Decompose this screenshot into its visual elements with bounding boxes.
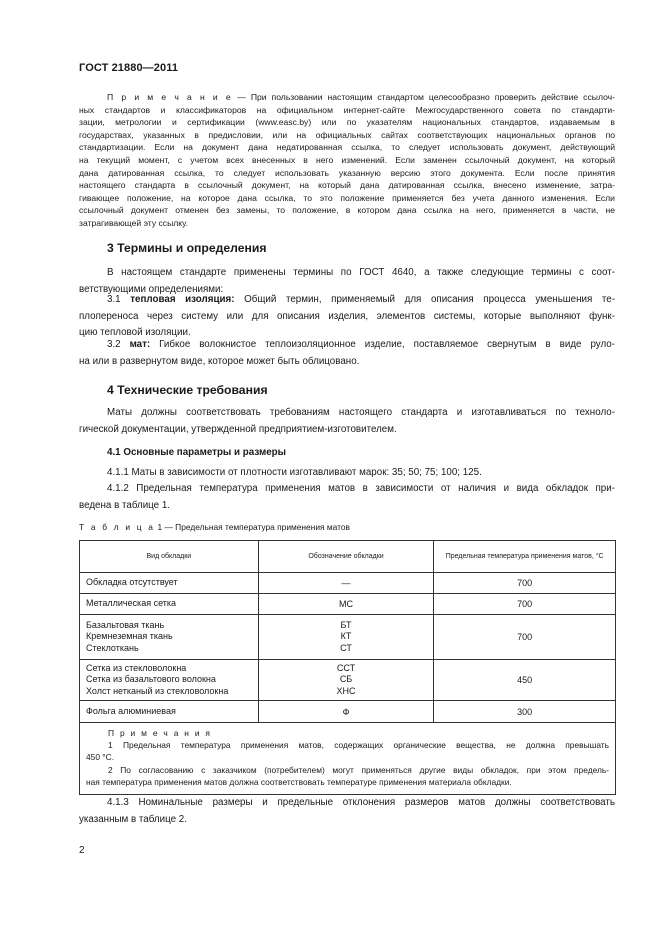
table-header-cell: Предельная температура применения матов, °С	[434, 541, 616, 573]
table-cell-temp: 300	[434, 701, 616, 723]
table-cell-temp: 700	[434, 573, 616, 594]
subsection-4-1-heading: 4.1 Основные параметры и размеры	[107, 447, 286, 458]
table-cell-kind: Фольга алюминиевая	[80, 701, 259, 723]
section-3-intro: В настоящем стандарте применены термины по ГОСТ 4640, а также следующие термины с соот- ветствующими определениями:	[79, 267, 615, 295]
table-cell-temp: 700	[434, 615, 616, 660]
note-line: П р и м е ч а н и е — При пользовании настоящим стандартом целесообразно проверить действие ссылоч-	[107, 92, 615, 102]
term-3-1: 3.1 тепловая изоляция: Общий термин, применяемый для описания процесса уменьшения те- плопереноса через систему или для описания изделия, элементов системы, которые выполняют функ- цию тепловой изоляции.	[79, 294, 615, 338]
table-row	[80, 573, 616, 594]
table-notes-row	[80, 723, 616, 795]
document-header-code: ГОСТ 21880—2011	[79, 62, 179, 74]
page-number: 2	[79, 845, 85, 856]
note-line: настоящего стандарта в ссылочный документ, на который дана датированная ссылка, внесено изменение, затра-	[79, 180, 615, 191]
note-line: ссылочный документ отменен без замены, то положение, в котором дана ссылка на него, применяется в части, не	[79, 205, 615, 216]
table-row	[80, 701, 616, 723]
table-cell-temp: 450	[434, 660, 616, 701]
term-3-2: 3.2 мат: Гибкое волокнистое теплоизоляционное изделие, поставляемое свернутым в виде руло- на или в развернутом виде, которое может быть облицовано.	[79, 339, 615, 367]
term-name: тепловая изоляция:	[130, 294, 235, 305]
note-label: П р и м е ч а н и е	[107, 92, 233, 102]
table-header-cell: Вид обкладки	[80, 541, 259, 573]
clause-4-1-3: 4.1.3 Номинальные размеры и предельные отклонения размеров матов должны соответствовать указанным в таблице 2.	[79, 797, 615, 825]
table-cell-code: БТ КТ СТ	[258, 615, 434, 660]
table-row	[80, 594, 616, 615]
table-notes	[80, 723, 616, 795]
note-line: государствах, указанных в предисловии, или на официальных сайтах соответствующих национальных органов по	[79, 129, 615, 140]
table-note-line: 450 °С.	[86, 752, 115, 763]
table-cell-code: МС	[258, 594, 434, 615]
term-name: мат:	[129, 339, 151, 350]
note-line: стандартизации. Если на документ дана недатированная ссылка, то следует использовать документ, действующий	[79, 142, 615, 153]
clause-4-1-2: 4.1.2 Предельная температура применения матов в зависимости от наличия и вида обкладок при- ведена в таблице 1.	[79, 483, 615, 511]
reference-note	[79, 91, 615, 230]
table-row	[80, 660, 616, 701]
table-cell-kind: Металлическая сетка	[80, 594, 259, 615]
note-line: ных стандартов и классификаторов на официальном интернет-сайте Межгосударственного совета по стандарти-	[79, 104, 615, 115]
table-header-row	[80, 541, 616, 573]
table-cell-kind: Базальтовая ткань Кремнеземная ткань Стеклоткань	[80, 615, 259, 660]
table-note-line: 2 По согласованию с заказчиком (потребителем) могут применяться другие виды обкладок, при этом предель-	[108, 764, 609, 775]
section-3-heading: 3 Термины и определения	[107, 241, 267, 255]
table-note-line: ная температура применения матов должна соответствовать температуре применения материала обкладки.	[86, 776, 512, 787]
note-line: затрагивающей эту ссылку.	[79, 217, 188, 228]
note-line: на текущий момент, с учетом всех внесенных в него изменений. Если заменен ссылочный документ, на который	[79, 154, 615, 165]
table-cell-code: ССТ СБ ХНС	[258, 660, 434, 701]
table-cell-kind: Сетка из стекловолокна Сетка из базальтового волокна Холст нетканый из стекловолокна	[80, 660, 259, 701]
table-1	[79, 540, 616, 795]
table-cell-code: Ф	[258, 701, 434, 723]
note-line: зации, метрологии и сертификации (www.easc.by) или по указателям национальных стандартов, издаваемым в	[79, 117, 615, 128]
table-1-caption: Т а б л и ц а 1 — Предельная температура применения матов	[79, 522, 350, 532]
table-row	[80, 615, 616, 660]
table-header-cell: Обозначение обкладки	[258, 541, 434, 573]
table-notes-title: П р и м е ч а н и я	[108, 728, 212, 738]
note-line: дана датированная ссылка, то следует использовать указанную версию этого документа. Если после принятия	[79, 167, 615, 178]
section-4-intro: Маты должны соответствовать требованиям настоящего стандарта и изготавливаться по техноло- гической документации, утвержденной предприятием-изготовителем.	[79, 407, 615, 435]
table-cell-temp: 700	[434, 594, 616, 615]
section-4-heading: 4 Технические требования	[107, 383, 268, 397]
note-line: гивающее положение, на которое дана ссылка, то это положение применяется без учета данного изменения. Если	[79, 192, 615, 203]
table-cell-code: —	[258, 573, 434, 594]
clause-4-1-1: 4.1.1 Маты в зависимости от плотности изготавливают марок: 35; 50; 75; 100; 125.	[107, 467, 482, 478]
table-cell-kind: Обкладка отсутствует	[80, 573, 259, 594]
table-note-line: 1 Предельная температура применения матов, содержащих органические вещества, не должна превышать	[108, 740, 609, 751]
